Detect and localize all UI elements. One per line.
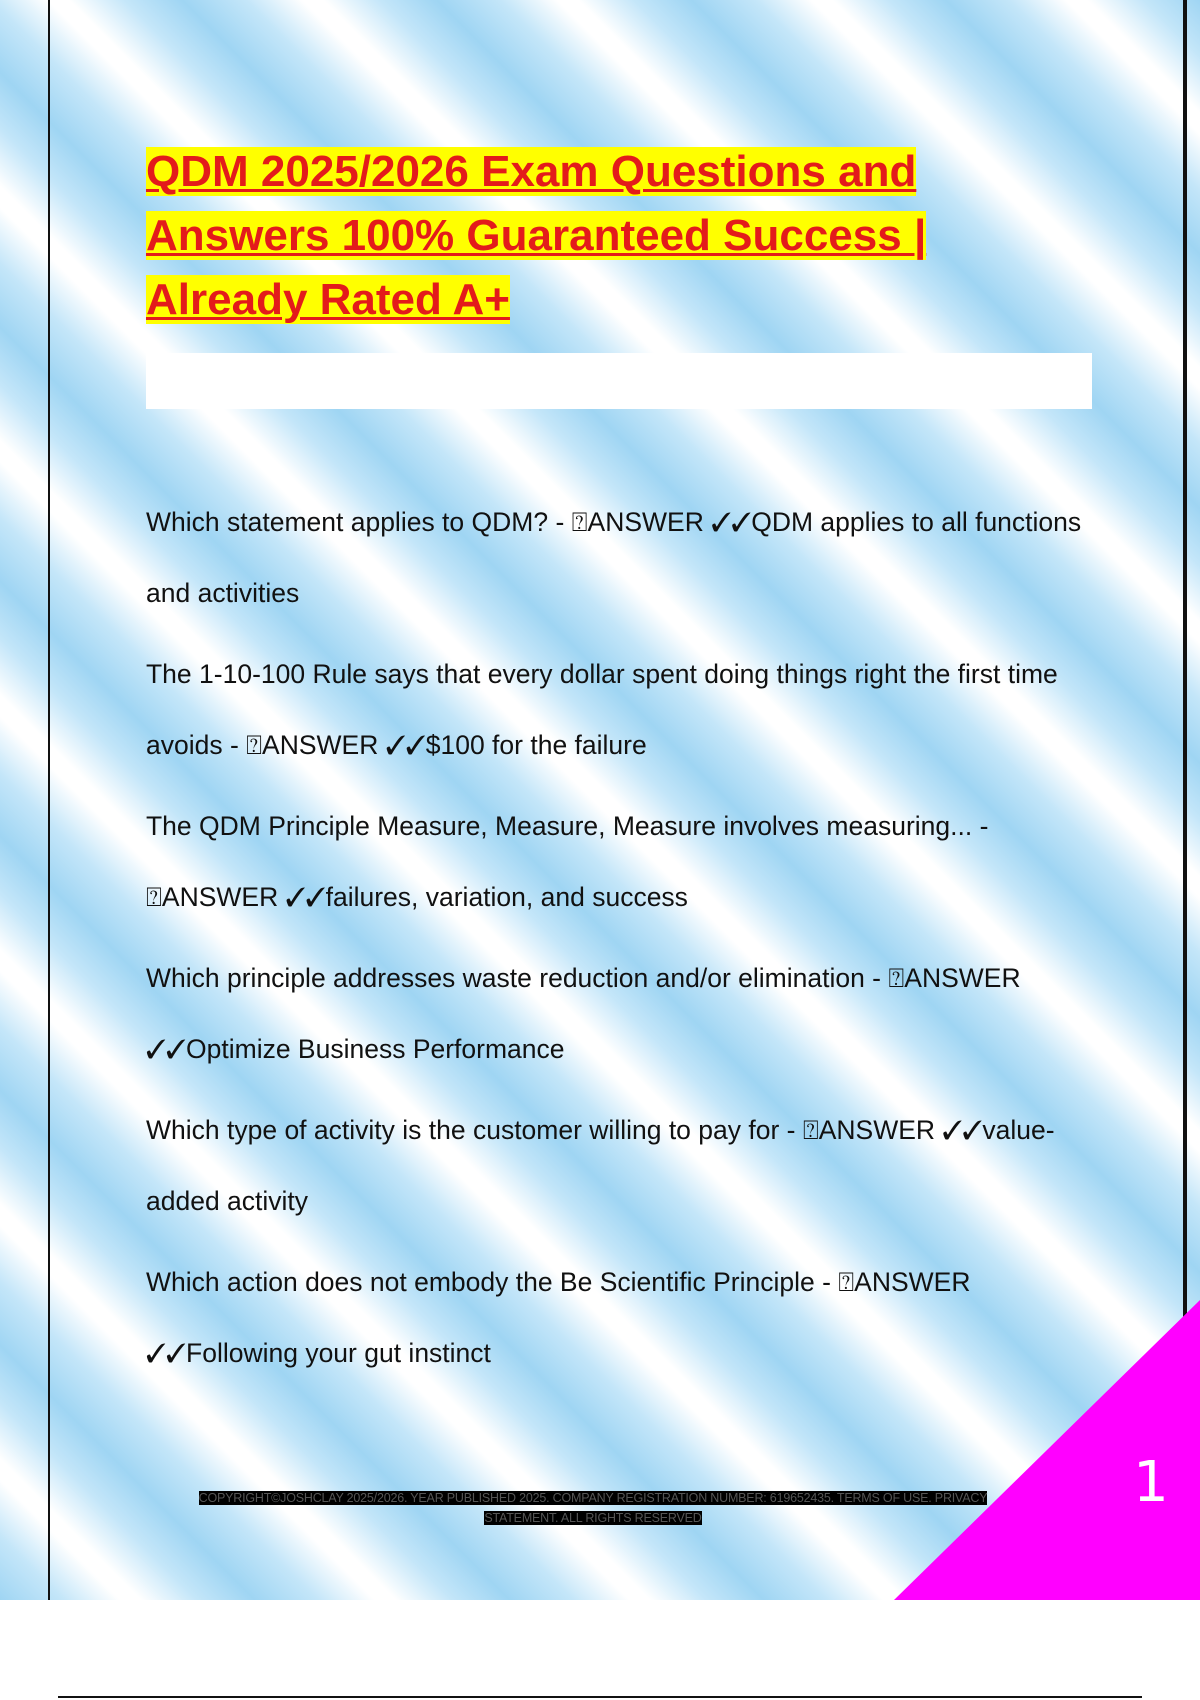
qa-item: Which principle addresses waste reduction and/or elimination - ⍰ANSWER ✓✓Optimize Business Performance	[146, 963, 1021, 1064]
document-title	[146, 140, 1046, 332]
document-title-text: QDM 2025/2026 Exam Questions and Answers 100% Guaranteed Success | Already Rated A+	[146, 147, 927, 324]
qa-list	[146, 487, 1096, 1399]
page-bottom-rule	[58, 1696, 1142, 1698]
qa-item: Which action does not embody the Be Scientific Principle - ⍰ANSWER ✓✓Following your gut instinct	[146, 1267, 971, 1368]
copyright-footer-text: COPYRIGHT©JOSHCLAY 2025/2026. YEAR PUBLISHED 2025. COMPANY REGISTRATION NUMBER: 619652435. TERMS OF USE. PRIVACY STATEMENT. ALL RIGHTS RESERVED	[198, 1491, 988, 1525]
page-number: 1	[1133, 1450, 1169, 1515]
title-spacer-box	[146, 353, 1092, 409]
qa-item: Which type of activity is the customer willing to pay for - ⍰ANSWER ✓✓value-added activity	[146, 1115, 1055, 1216]
copyright-footer	[178, 1488, 1008, 1528]
qa-item: Which statement applies to QDM? - ⍰ANSWER ✓✓QDM applies to all functions and activities	[146, 507, 1082, 608]
left-border-rule	[48, 0, 50, 1600]
qa-item: The 1-10-100 Rule says that every dollar spent doing things right the first time avoids - ⍰ANSWER ✓✓$100 for the failure	[146, 659, 1058, 760]
qa-item: The QDM Principle Measure, Measure, Measure involves measuring... - ⍰ANSWER ✓✓failures, variation, and success	[146, 811, 989, 912]
